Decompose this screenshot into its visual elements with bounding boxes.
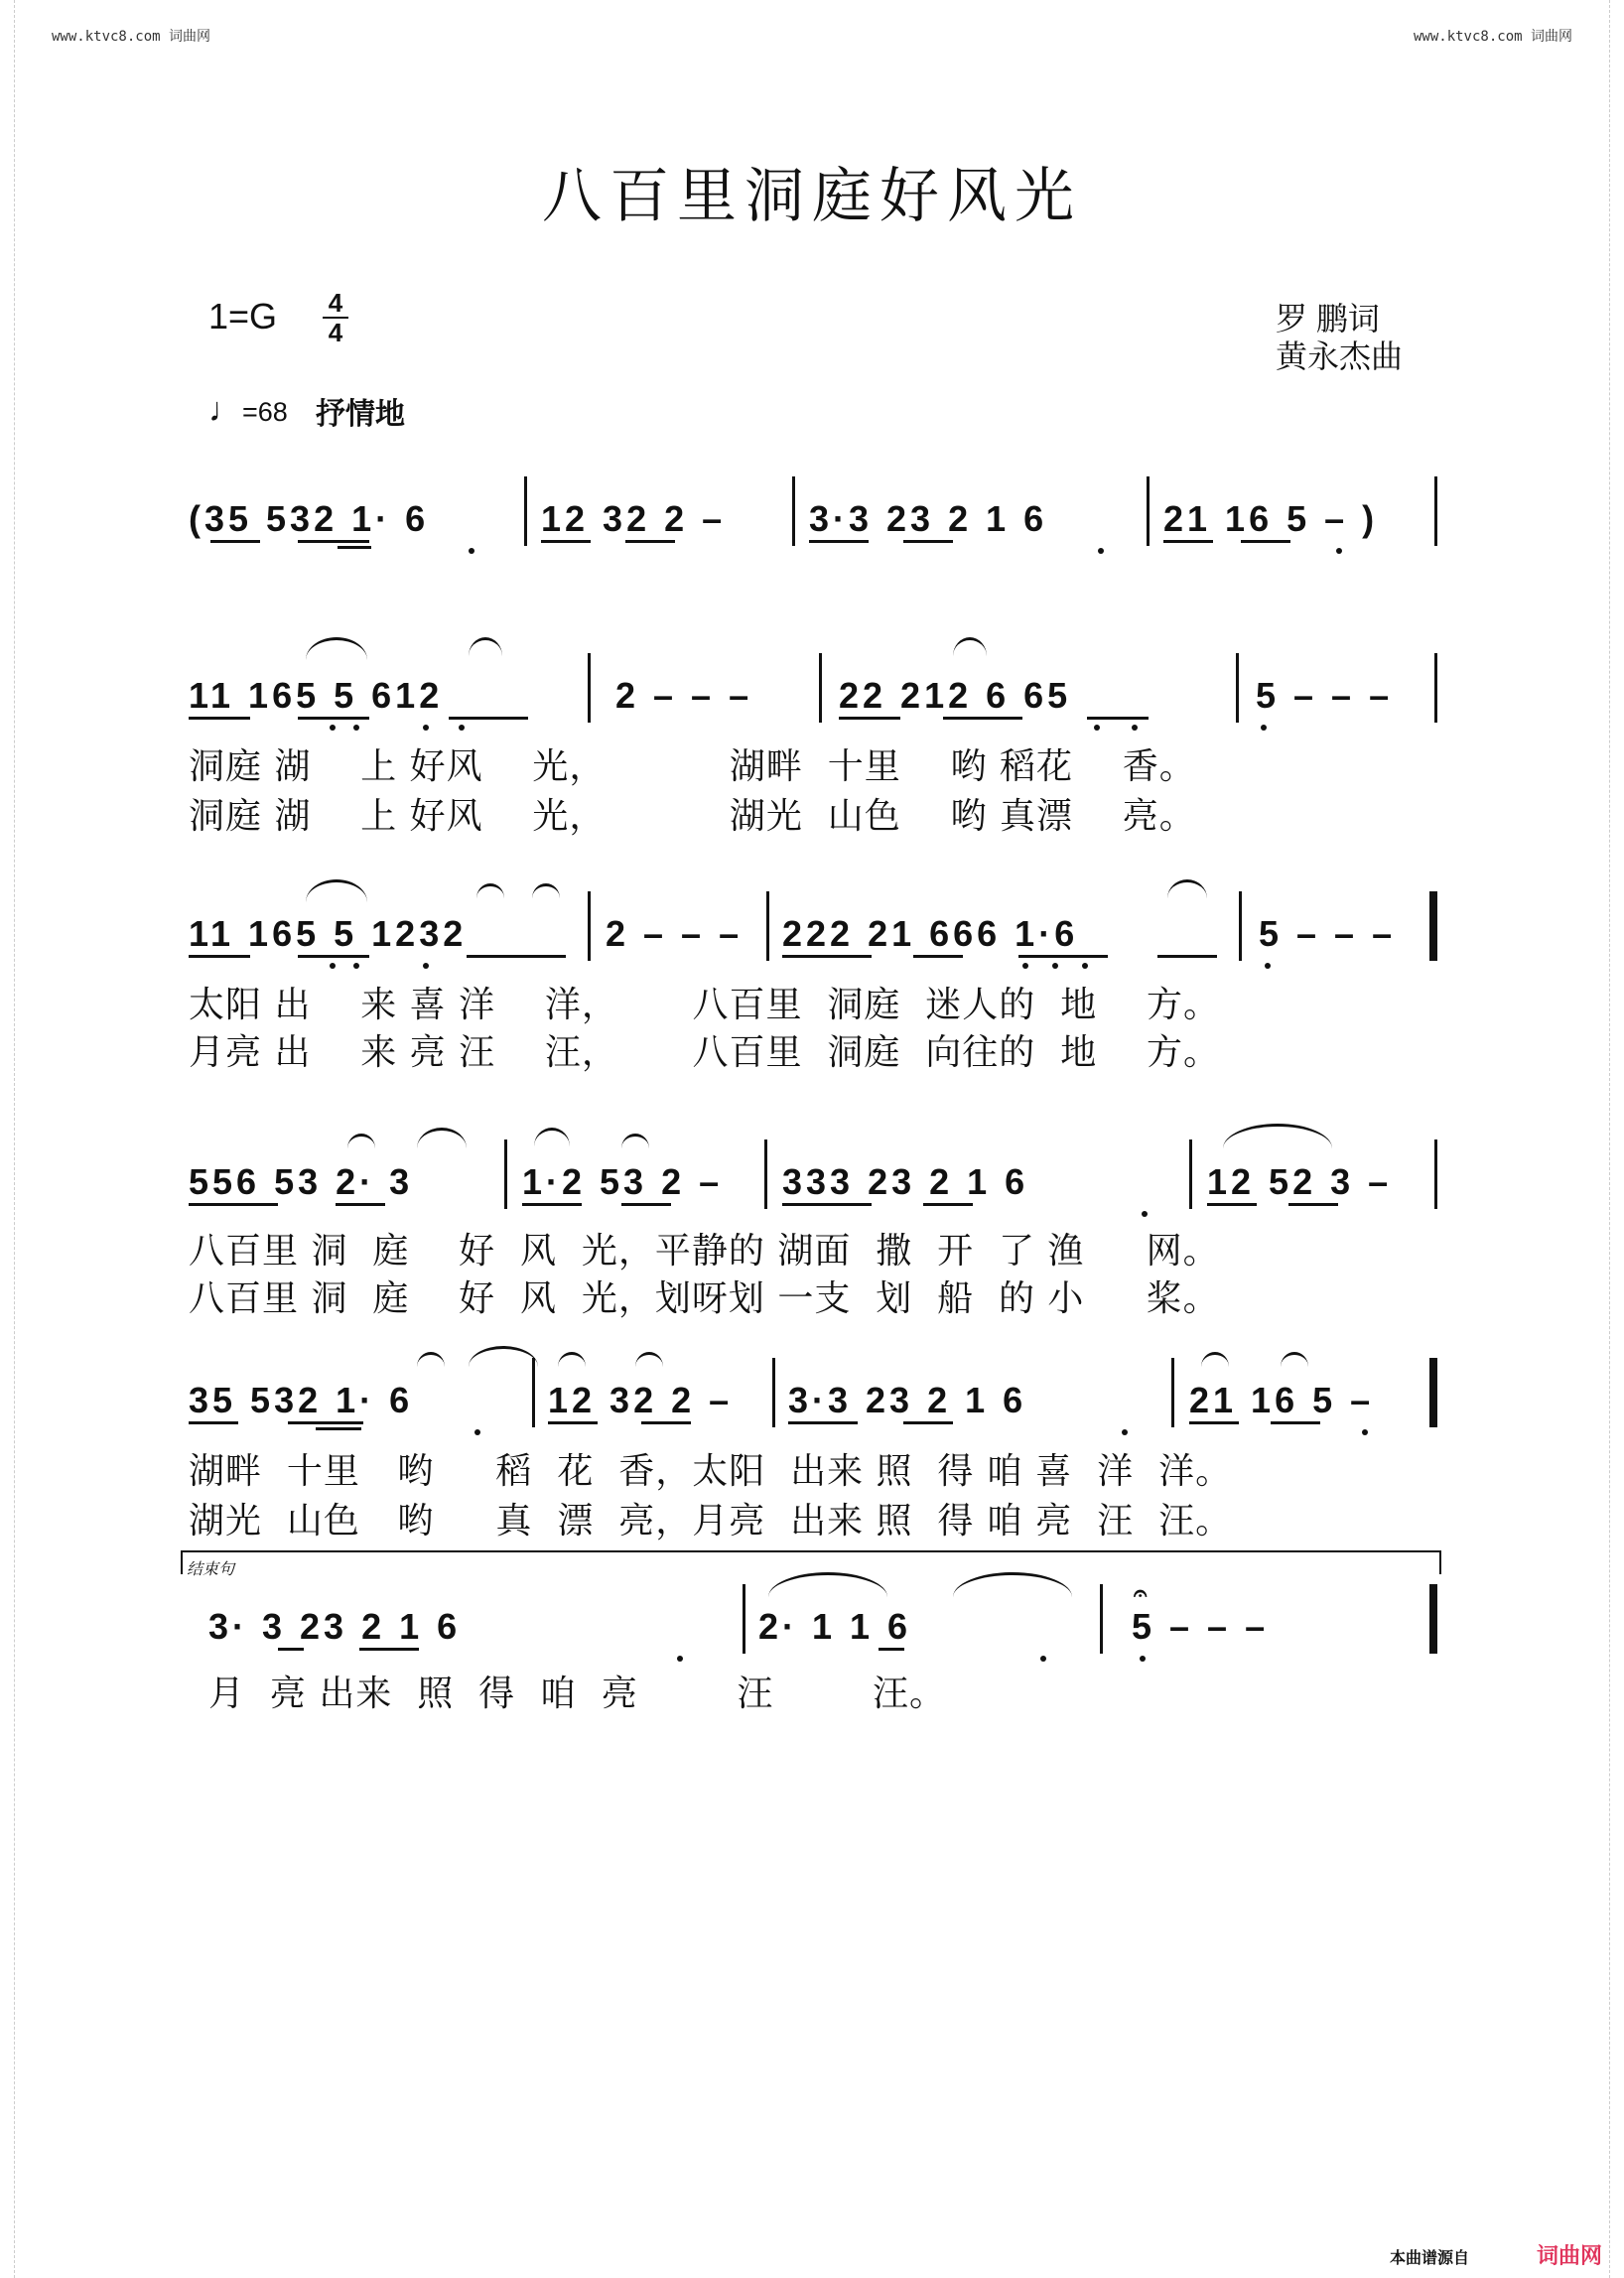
measure: 1·2 53 2 –: [522, 1161, 724, 1202]
coda-bracket: [181, 1550, 1441, 1574]
notes-row: [189, 913, 1439, 977]
measure: 222 21 666 1·6: [782, 913, 1079, 954]
lyric-verse-1: 八百里 洞 庭 好 风 光，平静的 湖面 撒 开 了 渔 网。: [189, 1231, 1220, 1272]
measure: 12 32 2 –: [541, 498, 727, 539]
measure: 11 165 5 612: [189, 675, 444, 716]
measure: 556 53 2· 3: [189, 1161, 414, 1202]
staff-line-2: [189, 675, 1439, 837]
measure: 2 – – –: [606, 913, 744, 954]
right-margin-strip: [1609, 0, 1624, 2278]
lyricist-credit: 罗 鹏词: [1276, 301, 1380, 336]
lyric-verse-2: 洞庭 湖 上 好风 光， 湖光 山色 哟 真漂 亮。: [189, 796, 1196, 837]
composer-credit: 黄永杰曲: [1276, 338, 1404, 374]
measure: 3·3 23 2 1 6: [809, 498, 1048, 539]
measure: 5 – – –: [1256, 675, 1394, 716]
measure: 333 23 2 1 6: [782, 1161, 1029, 1202]
notes-row: [189, 1161, 1439, 1225]
measure: (35 532 1· 6: [189, 498, 430, 539]
quarter-note-icon: ♩: [208, 391, 242, 429]
footer-source-text: 本曲谱源自: [1390, 2248, 1470, 2267]
measure: 22 212 6 65: [839, 675, 1072, 716]
lyric-verse-2: 月亮 出 来 亮 汪 汪， 八百里 洞庭 向往的 地 方。: [189, 1032, 1220, 1073]
measure: 2· 1 1 6: [758, 1606, 912, 1647]
left-margin-strip: [0, 0, 15, 2278]
header-left-url: www.ktvc8.com 词曲网: [52, 29, 211, 45]
notes-row: [189, 675, 1439, 738]
key-signature: 1=G: [208, 296, 278, 336]
lyric-verse-1: 湖畔 十里 哟 稻 花 香，太阳 出来 照 得 咱 喜 洋 洋。: [189, 1451, 1233, 1492]
fermata-icon: 𝄐: [1134, 1580, 1151, 1607]
measure: 12 32 2 –: [548, 1380, 734, 1420]
time-signature-top: 4: [328, 288, 343, 318]
measure: 2 – – –: [615, 675, 753, 716]
notes-row: [189, 1580, 1439, 1670]
coda-label: 结束句: [187, 1559, 235, 1578]
expression-marking: 抒情地: [316, 398, 405, 431]
staff-line-5: [189, 1380, 1439, 1541]
tempo-value: =68: [242, 397, 288, 427]
measure: 3· 3 23 2 1 6: [208, 1606, 462, 1647]
lyric-verse-2: 湖光 山色 哟 真 漂 亮，月亮 出来 照 得 咱 亮 汪 汪。: [189, 1501, 1233, 1541]
measure: 11 165 5 1232: [189, 913, 468, 954]
header-right-url: www.ktvc8.com 词曲网: [1413, 29, 1572, 45]
footer-logo[interactable]: 词曲网: [1537, 2244, 1603, 2269]
notes-row: [189, 498, 1439, 562]
measure: 21 16 5 –: [1189, 1380, 1375, 1420]
staff-line-1: [189, 498, 1439, 562]
notes-row: [189, 1380, 1439, 1443]
staff-line-coda: [189, 1580, 1439, 1714]
staff-line-3: [189, 913, 1439, 1073]
tempo-marking: [208, 391, 288, 430]
lyric-verse-1: 太阳 出 来 喜 洋 洋， 八百里 洞庭 迷人的 地 方。: [189, 985, 1220, 1025]
time-signature-bottom: 4: [328, 318, 343, 347]
measure: 12 52 3 –: [1207, 1161, 1393, 1202]
staff-line-4: [189, 1161, 1439, 1319]
lyric-verse-2: 八百里 洞 庭 好 风 光，划呀划 一支 划 船 的 小 桨。: [189, 1278, 1220, 1319]
lyric-coda: 月 亮 出来 照 得 咱 亮 汪 汪。: [208, 1674, 946, 1714]
lyric-verse-1: 洞庭 湖 上 好风 光， 湖畔 十里 哟 稻花 香。: [189, 746, 1196, 787]
song-title: 八百里洞庭好风光: [542, 162, 1082, 231]
measure: 35 532 1· 6: [189, 1380, 414, 1420]
measure: 5 – – –: [1259, 913, 1397, 954]
measure: 3·3 23 2 1 6: [788, 1380, 1027, 1420]
measure: 21 16 5 – ): [1163, 498, 1379, 539]
measure: 5 – – –: [1132, 1606, 1270, 1647]
time-signature: [323, 290, 348, 345]
